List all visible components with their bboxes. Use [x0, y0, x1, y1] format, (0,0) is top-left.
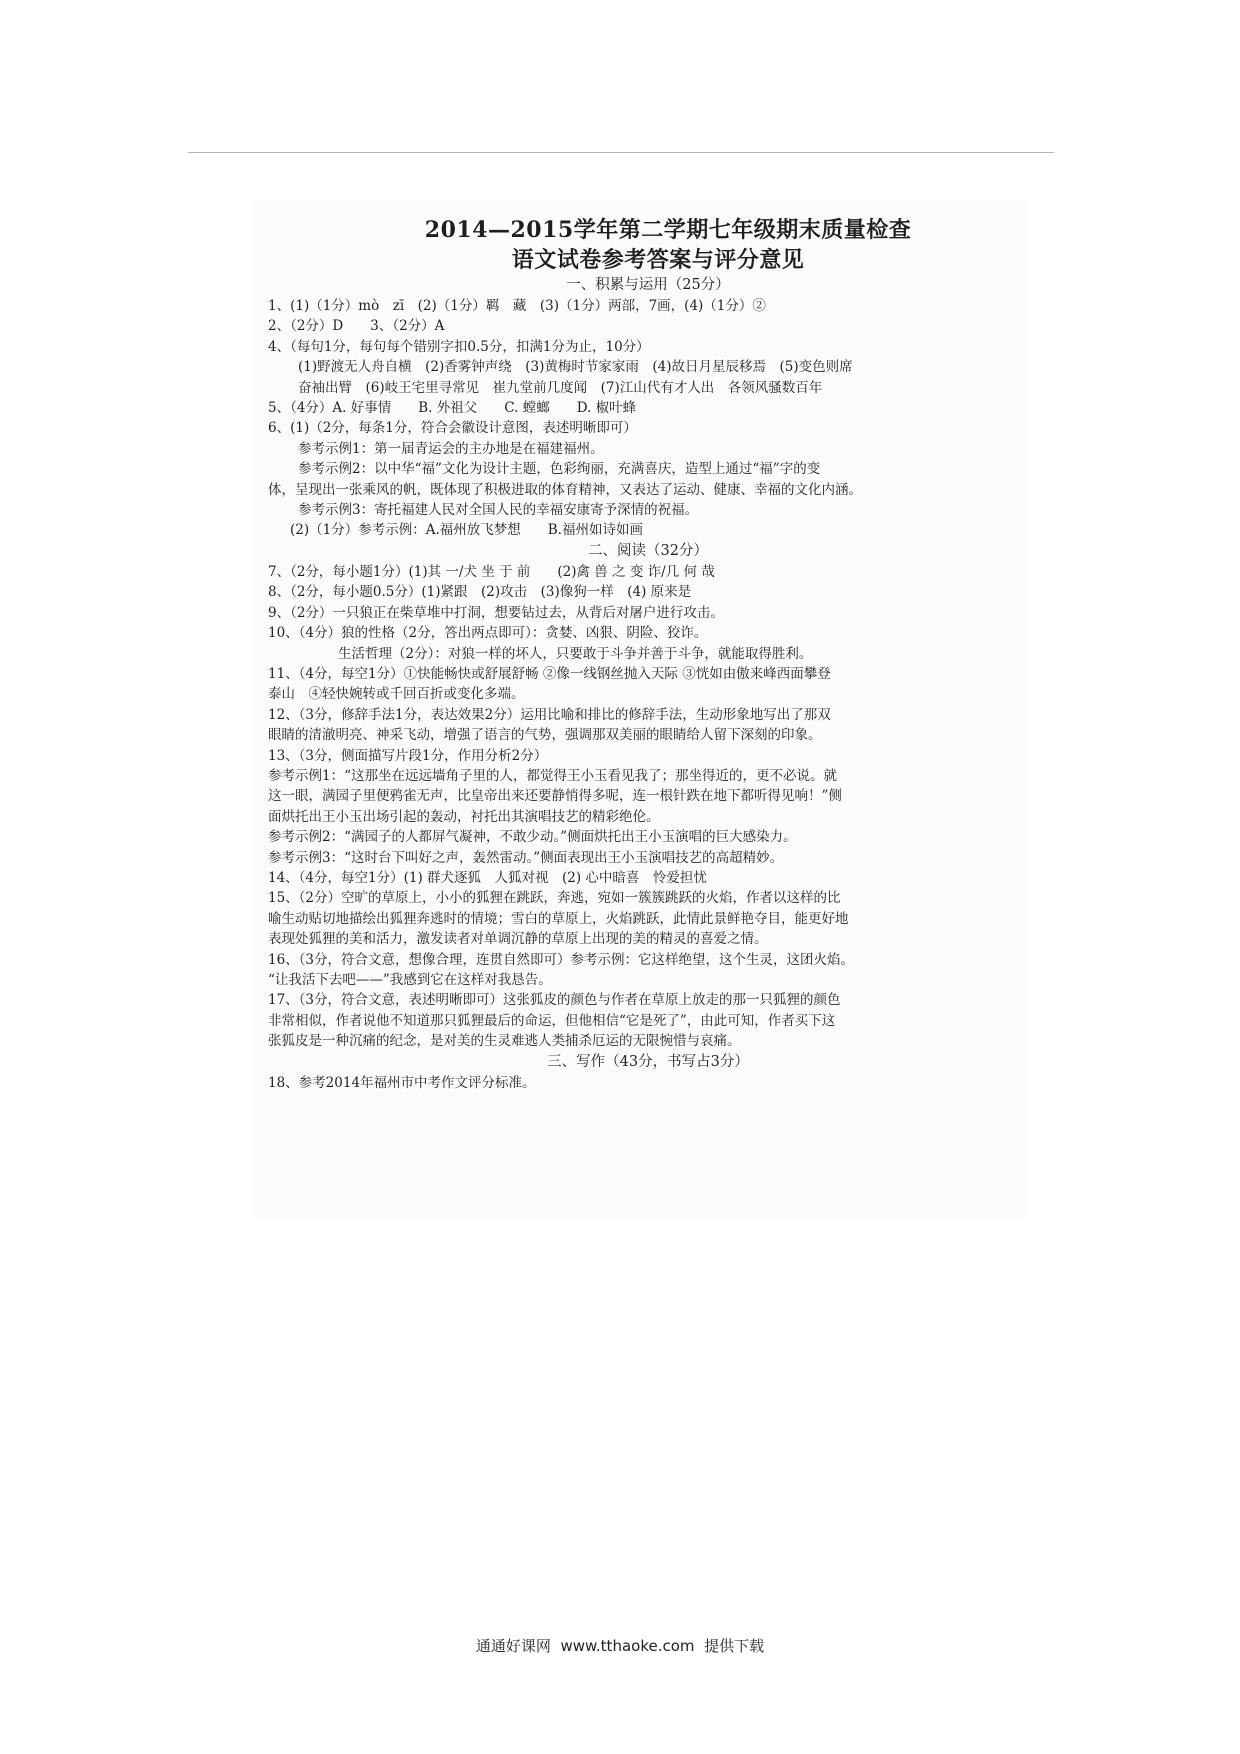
answer-line: 12、（3分，修辞手法1分，表达效果2分）运用比喻和排比的修辞手法，生动形象地写出了那双 — [268, 706, 831, 723]
answer-line: 泰山 ④轻快婉转或千回百折或变化多端。 — [268, 686, 525, 703]
answer-line: 张狐皮是一种沉痛的纪念，是对美的生灵难逃人类捕杀厄运的无限惋惜与哀痛。 — [268, 1033, 741, 1050]
answer-line: 2、（2分）D 3、（2分）A — [268, 318, 445, 335]
section-heading-3: 三、写作（43分，书写占3分） — [547, 1053, 749, 1070]
answer-line: 6、(1)（2分，每条1分，符合会徽设计意图，表述明晰即可） — [268, 420, 637, 437]
answer-line: 9、（2分）一只狼正在柴草堆中打洞，想要钻过去，从背后对屠户进行攻击。 — [268, 604, 724, 621]
answer-line: 4、（每句1分，每句每个错别字扣0.5分，扣满1分为止，10分） — [268, 338, 650, 355]
answer-line: 眼睛的清澈明亮、神采飞动，增强了语言的气势，强调那双美丽的眼睛给人留下深刻的印象。 — [268, 727, 822, 744]
document-title: 2014—2015学年第二学期七年级期末质量检查 — [424, 217, 912, 243]
footer-suffix: 提供下载 — [704, 1637, 765, 1655]
answer-line: 16、（3分，符合文意，想像合理，连贯自然即可）参考示例：它这样绝望，这个生灵，这团火焰。 — [268, 951, 855, 968]
answer-line: 体，呈现出一张乘风的帆，既体现了积极进取的体育精神，又表达了运动、健康、幸福的文化内涵。 — [268, 481, 862, 498]
answer-line: 参考示例2：“满园子的人都屏气凝神，不敢少动。”侧面烘托出王小玉演唱的巨大感染力。 — [268, 829, 797, 846]
answer-line: 1、(1)（1分）mò zī (2)（1分）羁 藏 (3)（1分）两部，7画，(4)（1分）② — [268, 298, 766, 314]
answer-line: 参考示例3：“这时台下叫好之声，轰然雷动。”侧面表现出王小玉演唱技艺的高超精妙。 — [268, 849, 784, 866]
answer-line: 参考示例3：寄托福建人民对全国人民的幸福安康寄予深情的祝福。 — [298, 502, 699, 519]
answer-line: 14、（4分，每空1分）(1) 群犬逐狐 人狐对视 (2) 心中暗喜 怜爱担忧 — [268, 869, 707, 886]
answer-line: 18、参考2014年福州市中考作文评分标准。 — [268, 1074, 536, 1091]
answer-line: 17、（3分，符合文意，表述明晰即可）这张狐皮的颜色与作者在草原上放走的那一只狐狸的颜色 — [268, 992, 841, 1009]
answer-line: “让我活下去吧——”我感到它在这样对我恳告。 — [268, 972, 552, 988]
answer-line: 面烘托出王小玉出场引起的轰动，衬托出其演唱技艺的精彩绝伦。 — [268, 808, 660, 825]
answer-line: 7、（2分，每小题1分）(1)其 一/犬 坐 于 前 (2)禽 兽 之 变 诈/几 何 哉 — [268, 563, 715, 580]
answer-line: 5、（4分）A. 好事情 B. 外祖父 C. 螳螂 D. 椒叶蜂 — [268, 400, 637, 417]
footer-site-name: 通通好课网 — [475, 1637, 551, 1655]
answer-line: 参考示例1：第一届青运会的主办地是在福建福州。 — [298, 440, 604, 457]
answer-line: (1)野渡无人舟自横 (2)香雾钟声绕 (3)黄梅时节家家雨 (4)故日月星辰移焉 (5)变色则席 — [298, 359, 853, 376]
answer-line: 这一眼，满园子里便鸦雀无声，比皇帝出来还要静悄得多呢，连一根针跌在地下都听得见响！”侧 — [268, 788, 842, 805]
answer-line: 参考示例2：以中华“福”文化为设计主题，色彩绚丽，充满喜庆，造型上通过“福”字的变 — [298, 461, 821, 478]
answer-line: 13、（3分，侧面描写片段1分，作用分析2分） — [268, 747, 548, 764]
page-footer — [0, 1635, 1240, 1656]
footer-url[interactable]: www.tthaoke.com — [560, 1637, 695, 1655]
answer-line: 喻生动贴切地描绘出狐狸奔逃时的情境；雪白的草原上，火焰跳跃，此情此景鲜艳夺目，能更好地 — [268, 910, 849, 927]
answer-line: 奋袖出臂 (6)岐王宅里寻常见 崔九堂前几度闻 (7)江山代有才人出 各领风骚数百年 — [298, 379, 823, 396]
document-subtitle: 语文试卷参考答案与评分意见 — [511, 247, 805, 273]
section-heading-1: 一、积累与运用（25分） — [566, 277, 730, 293]
answer-line: 表现处狐狸的美和活力，激发读者对单调沉静的草原上出现的美的精灵的喜爱之情。 — [268, 931, 768, 948]
answer-line: 非常相似，作者说他不知道那只狐狸最后的命运，但他相信“它是死了”，由此可知，作者买下这 — [268, 1012, 836, 1029]
answer-line: (2)（1分）参考示例：A.福州放飞梦想 B.福州如诗如画 — [290, 522, 643, 539]
answer-line: 8、（2分，每小题0.5分）(1)紧跟 (2)攻击 (3)像狗一样 (4) 原来是 — [268, 584, 692, 601]
answer-line: 11、（4分，每空1分）①快能畅快或舒展舒畅 ②像一线钢丝抛入天际 ③恍如由傲来峰西面攀登 — [268, 665, 831, 682]
answer-line: 生活哲理（2分）：对狼一样的坏人，只要敢于斗争并善于斗争，就能取得胜利。 — [338, 645, 813, 662]
answer-document — [268, 215, 1008, 1093]
answer-line: 10、（4分）狼的性格（2分，答出两点即可）：贪婪、凶狠、阴险、狡诈。 — [268, 625, 708, 642]
answer-line: 参考示例1：“这那坐在远远墙角子里的人，都觉得王小玉看见我了；那坐得近的，更不必说。就 — [268, 767, 837, 784]
answer-line: 15、（2分）空旷的草原上，小小的狐狸在跳跃，奔逃，宛如一簇簇跳跃的火焰，作者以这样的比 — [268, 890, 841, 907]
section-heading-2: 二、阅读（32分） — [588, 542, 708, 559]
header-rule — [188, 152, 1054, 153]
